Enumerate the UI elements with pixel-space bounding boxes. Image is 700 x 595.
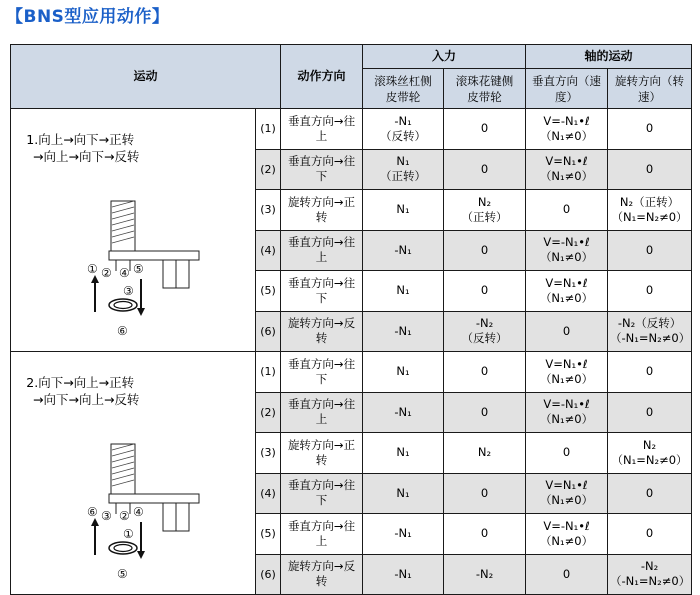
vertical-speed bbox=[526, 149, 608, 190]
header-ball-screw-line: 皮带轮 bbox=[385, 89, 421, 104]
ball-spline-input bbox=[444, 392, 526, 433]
diagram-wrapper bbox=[83, 440, 203, 590]
ball-screw-input-text: -N₁ bbox=[394, 404, 412, 419]
vertical-speed-text: （N₁≠0） bbox=[539, 128, 594, 143]
motion-direction-text: 垂直方向→往上 bbox=[287, 235, 356, 265]
header-motion: 运动 bbox=[11, 45, 281, 109]
ball-screw-input bbox=[363, 433, 444, 474]
step-label: ④ bbox=[133, 505, 144, 519]
ball-spline-input-text: -N₂ bbox=[475, 566, 494, 581]
vertical-speed-text: 0 bbox=[562, 202, 571, 217]
screw-thread-line bbox=[112, 213, 134, 219]
motion-table bbox=[10, 44, 692, 595]
header-rotation-speed: 旋转方向（转速） bbox=[608, 69, 692, 109]
step-index-text: (2) bbox=[260, 162, 276, 176]
ball-spline-input bbox=[444, 109, 526, 150]
ball-spline-input-text: 0 bbox=[480, 404, 489, 419]
step-index bbox=[256, 230, 281, 271]
ball-screw-input-text: -N₁ bbox=[394, 113, 412, 128]
screw-thread-line bbox=[112, 480, 134, 486]
ball-spline-input bbox=[444, 473, 526, 514]
screw-thread-line bbox=[112, 237, 134, 243]
sequence-line: 1.向上→向下→正转 bbox=[26, 132, 135, 147]
header-shaft-motion: 轴的运动 bbox=[526, 45, 692, 69]
motion-direction bbox=[281, 392, 363, 433]
ball-spline-input-text: N₂ bbox=[477, 445, 492, 460]
step-index-text: (2) bbox=[260, 405, 276, 419]
header-ball-spline-line: 皮带轮 bbox=[467, 89, 502, 104]
rotation-speed-text: -N₂（反转） bbox=[617, 316, 682, 331]
ball-screw-input-text: N₁ bbox=[396, 283, 410, 298]
rotation-speed-text: N₂ bbox=[642, 437, 657, 452]
step-index bbox=[256, 190, 281, 231]
rotation-speed bbox=[608, 149, 692, 190]
rotation-arrow-inner bbox=[114, 302, 132, 309]
step-label: ⑥ bbox=[117, 324, 128, 338]
rotation-speed-text: （-N₁=N₂≠0） bbox=[610, 331, 691, 346]
step-label: ② bbox=[101, 266, 112, 280]
vertical-speed-text: V=-N₁•ℓ bbox=[543, 518, 590, 533]
motion-direction bbox=[281, 230, 363, 271]
step-index bbox=[256, 271, 281, 312]
step-index bbox=[256, 149, 281, 190]
step-index bbox=[256, 514, 281, 555]
vertical-speed-text: V=-N₁•ℓ bbox=[543, 235, 590, 250]
vertical-speed-text: （N₁≠0） bbox=[539, 533, 594, 548]
vertical-speed-text: 0 bbox=[562, 323, 571, 338]
ball-spline-input bbox=[444, 433, 526, 474]
motion-sequence-cell bbox=[11, 352, 256, 595]
vertical-speed-text: （N₁≠0） bbox=[539, 371, 594, 386]
motion-direction-text: 垂直方向→往下 bbox=[287, 356, 356, 386]
screw-thread-line bbox=[112, 456, 134, 462]
vertical-speed bbox=[526, 352, 608, 393]
rotation-speed-text: （-N₁=N₂≠0） bbox=[610, 574, 691, 589]
header-ball-spline-pulley bbox=[444, 69, 526, 109]
header-ball-spline-line: 滚珠花键侧 bbox=[455, 73, 514, 88]
rotation-speed-text: 0 bbox=[645, 526, 654, 541]
screw-thread-line bbox=[112, 201, 134, 207]
motion-sequence bbox=[21, 374, 139, 408]
motion-direction-text: 旋转方向→正转 bbox=[287, 437, 356, 467]
ball-spline-input-text: 0 bbox=[480, 242, 489, 257]
frame-plate bbox=[109, 494, 199, 503]
step-index bbox=[256, 109, 281, 150]
ball-spline-input-text: 0 bbox=[480, 485, 489, 500]
ball-spline-input bbox=[444, 190, 526, 231]
ball-screw-input bbox=[363, 473, 444, 514]
ball-screw-input bbox=[363, 230, 444, 271]
rotation-speed-text: -N₂ bbox=[640, 559, 659, 574]
rotation-speed-text: （N₁=N₂≠0） bbox=[611, 452, 688, 467]
ball-screw-input bbox=[363, 109, 444, 150]
ball-screw-input-text: （正转） bbox=[380, 169, 427, 184]
vertical-speed bbox=[526, 433, 608, 474]
step-label: ⑤ bbox=[117, 567, 128, 581]
arrow-down-head bbox=[137, 308, 145, 316]
rotation-speed bbox=[608, 271, 692, 312]
ball-spline-input-text: （反转） bbox=[461, 331, 508, 346]
motion-direction bbox=[281, 554, 363, 595]
header-ball-screw-pulley bbox=[363, 69, 444, 109]
motion-direction-text: 垂直方向→往下 bbox=[287, 154, 356, 184]
page-title: 【BNS型应用动作】 bbox=[6, 7, 170, 27]
ball-screw-input bbox=[363, 554, 444, 595]
vertical-speed-text: （N₁≠0） bbox=[539, 412, 594, 427]
rotation-speed-text: 0 bbox=[645, 161, 654, 176]
step-index bbox=[256, 311, 281, 352]
arrow-down-head bbox=[137, 551, 145, 559]
rotation-speed bbox=[608, 433, 692, 474]
rotation-speed-text: 0 bbox=[645, 242, 654, 257]
step-label: ① bbox=[123, 527, 134, 541]
motion-direction-text: 垂直方向→往上 bbox=[287, 397, 356, 427]
motion-direction bbox=[281, 311, 363, 352]
ball-spline-input-text: 0 bbox=[480, 121, 489, 136]
rotation-speed-text: 0 bbox=[645, 485, 654, 500]
step-label: ② bbox=[119, 509, 130, 523]
step-index-text: (1) bbox=[260, 365, 276, 379]
vertical-speed-text: 0 bbox=[562, 566, 571, 581]
vertical-speed-text: （N₁≠0） bbox=[539, 290, 594, 305]
step-label: ③ bbox=[101, 509, 112, 523]
screw-thread-line bbox=[112, 219, 134, 225]
vertical-speed bbox=[526, 271, 608, 312]
step-label: ④ bbox=[119, 266, 130, 280]
motion-direction-text: 垂直方向→往下 bbox=[287, 478, 356, 508]
ball-screw-input bbox=[363, 271, 444, 312]
screw-thread-line bbox=[112, 450, 134, 456]
screw-thread-line bbox=[112, 231, 134, 237]
motion-direction bbox=[281, 473, 363, 514]
step-label: ③ bbox=[123, 284, 134, 298]
vertical-speed-text: V=N₁•ℓ bbox=[545, 478, 588, 493]
vertical-speed-text: V=N₁•ℓ bbox=[545, 275, 588, 290]
screw-thread-line bbox=[112, 444, 134, 450]
motion-direction-text: 垂直方向→往上 bbox=[287, 113, 356, 143]
motion-direction bbox=[281, 149, 363, 190]
ball-spline-input-text: 0 bbox=[480, 283, 489, 298]
screw-thread-line bbox=[112, 474, 134, 480]
step-index bbox=[256, 554, 281, 595]
motion-direction-text: 旋转方向→反转 bbox=[287, 559, 356, 589]
vertical-speed-text: V=N₁•ℓ bbox=[545, 154, 588, 169]
ball-spline-input bbox=[444, 554, 526, 595]
ball-spline-input bbox=[444, 311, 526, 352]
ball-screw-input-text: -N₁ bbox=[394, 323, 412, 338]
arrow-up-head bbox=[91, 518, 99, 526]
step-index-text: (4) bbox=[260, 243, 276, 257]
ball-spline-input-text: -N₂ bbox=[475, 316, 494, 331]
vertical-speed-text: V=-N₁•ℓ bbox=[543, 113, 590, 128]
vertical-speed-text: （N₁≠0） bbox=[539, 493, 594, 508]
rotation-speed-text: N₂（正转） bbox=[619, 194, 680, 209]
actuator-diagram bbox=[83, 440, 203, 590]
rotation-speed bbox=[608, 230, 692, 271]
rotation-arrow bbox=[109, 299, 137, 311]
frame-plate bbox=[109, 251, 199, 260]
header-vertical-speed: 垂直方向（速度） bbox=[526, 69, 608, 109]
ball-spline-input-text: N₂ bbox=[477, 194, 492, 209]
rotation-speed bbox=[608, 109, 692, 150]
ball-screw-input-text: -N₁ bbox=[394, 526, 412, 541]
rotation-arrow-inner bbox=[114, 545, 132, 552]
step-index bbox=[256, 473, 281, 514]
ball-screw-input bbox=[363, 514, 444, 555]
ball-screw-input-text: N₁ bbox=[396, 364, 410, 379]
step-index-text: (5) bbox=[260, 284, 276, 298]
table-row bbox=[11, 109, 692, 150]
rotation-speed bbox=[608, 554, 692, 595]
rotation-speed bbox=[608, 473, 692, 514]
motion-direction-text: 垂直方向→往下 bbox=[287, 275, 356, 305]
motion-direction bbox=[281, 190, 363, 231]
motion-direction bbox=[281, 352, 363, 393]
sequence-line: →向下→向上→反转 bbox=[33, 392, 140, 407]
ball-screw-input bbox=[363, 190, 444, 231]
vertical-speed bbox=[526, 392, 608, 433]
vertical-speed-text: （N₁≠0） bbox=[539, 250, 594, 265]
ball-screw-input-text: （反转） bbox=[380, 128, 427, 143]
motion-direction bbox=[281, 109, 363, 150]
motion-direction-text: 旋转方向→正转 bbox=[287, 194, 356, 224]
ball-spline-input bbox=[444, 271, 526, 312]
ball-screw-input-text: -N₁ bbox=[394, 242, 412, 257]
motion-direction-text: 垂直方向→往上 bbox=[287, 518, 356, 548]
ball-spline-input bbox=[444, 514, 526, 555]
ball-screw-input-text: N₁ bbox=[396, 154, 410, 169]
ball-spline-input bbox=[444, 149, 526, 190]
screw-thread-line bbox=[112, 468, 134, 474]
vertical-speed-text: V=N₁•ℓ bbox=[545, 356, 588, 371]
step-index-text: (6) bbox=[260, 324, 276, 338]
ball-screw-input bbox=[363, 352, 444, 393]
vertical-speed bbox=[526, 514, 608, 555]
step-label: ① bbox=[87, 262, 98, 276]
step-label: ⑥ bbox=[87, 505, 98, 519]
header-direction: 动作方向 bbox=[281, 45, 363, 109]
ball-screw-input-text: N₁ bbox=[396, 445, 410, 460]
step-index-text: (3) bbox=[260, 446, 276, 460]
vertical-speed bbox=[526, 473, 608, 514]
motion-direction bbox=[281, 271, 363, 312]
sequence-line: →向上→向下→反转 bbox=[33, 149, 140, 164]
step-index-text: (6) bbox=[260, 567, 276, 581]
screw-thread-line bbox=[112, 225, 134, 231]
ball-spline-input-text: 0 bbox=[480, 364, 489, 379]
arrow-up-head bbox=[91, 275, 99, 283]
motion-sequence-cell bbox=[11, 109, 256, 352]
ball-screw-input-text: -N₁ bbox=[394, 566, 412, 581]
rotation-speed bbox=[608, 514, 692, 555]
rotation-speed bbox=[608, 352, 692, 393]
step-index-text: (4) bbox=[260, 486, 276, 500]
rotation-speed bbox=[608, 190, 692, 231]
motion-direction-text: 旋转方向→反转 bbox=[287, 316, 356, 346]
table-row bbox=[11, 352, 692, 393]
sequence-line: 2.向下→向上→正转 bbox=[26, 375, 135, 390]
rotation-speed-text: 0 bbox=[645, 283, 654, 298]
rotation-speed bbox=[608, 311, 692, 352]
vertical-speed bbox=[526, 554, 608, 595]
ball-spline-input-text: 0 bbox=[480, 161, 489, 176]
ball-spline-input bbox=[444, 352, 526, 393]
motion-sequence bbox=[21, 131, 139, 165]
diagram-wrapper bbox=[83, 197, 203, 347]
rotation-arrow bbox=[109, 542, 137, 554]
ball-screw-input-text: N₁ bbox=[396, 485, 410, 500]
step-index bbox=[256, 392, 281, 433]
step-index-text: (1) bbox=[260, 122, 276, 136]
screw-thread-line bbox=[112, 207, 134, 213]
step-index bbox=[256, 352, 281, 393]
ball-screw-input bbox=[363, 149, 444, 190]
ball-screw-input bbox=[363, 392, 444, 433]
vertical-speed-text: V=-N₁•ℓ bbox=[543, 397, 590, 412]
header-input: 入力 bbox=[363, 45, 526, 69]
step-label: ⑤ bbox=[133, 262, 144, 276]
rotation-speed-text: 0 bbox=[645, 364, 654, 379]
rotation-speed-text: 0 bbox=[645, 121, 654, 136]
vertical-speed bbox=[526, 190, 608, 231]
vertical-speed bbox=[526, 311, 608, 352]
step-index bbox=[256, 433, 281, 474]
step-index-text: (3) bbox=[260, 203, 276, 217]
ball-spline-input bbox=[444, 230, 526, 271]
screw-thread-line bbox=[112, 462, 134, 468]
ball-screw-input-text: N₁ bbox=[396, 202, 410, 217]
ball-spline-input-text: （正转） bbox=[461, 209, 508, 224]
ball-spline-input-text: 0 bbox=[480, 526, 489, 541]
rotation-speed-text: 0 bbox=[645, 404, 654, 419]
vertical-speed bbox=[526, 230, 608, 271]
motion-direction bbox=[281, 433, 363, 474]
vertical-speed-text: （N₁≠0） bbox=[539, 169, 594, 184]
rotation-speed-text: （N₁=N₂≠0） bbox=[611, 209, 688, 224]
ball-screw-input bbox=[363, 311, 444, 352]
actuator-diagram bbox=[83, 197, 203, 347]
step-index-text: (5) bbox=[260, 527, 276, 541]
vertical-speed bbox=[526, 109, 608, 150]
motion-direction bbox=[281, 514, 363, 555]
header-ball-screw-line: 滚珠丝杠侧 bbox=[374, 73, 432, 88]
vertical-speed-text: 0 bbox=[562, 445, 571, 460]
rotation-speed bbox=[608, 392, 692, 433]
